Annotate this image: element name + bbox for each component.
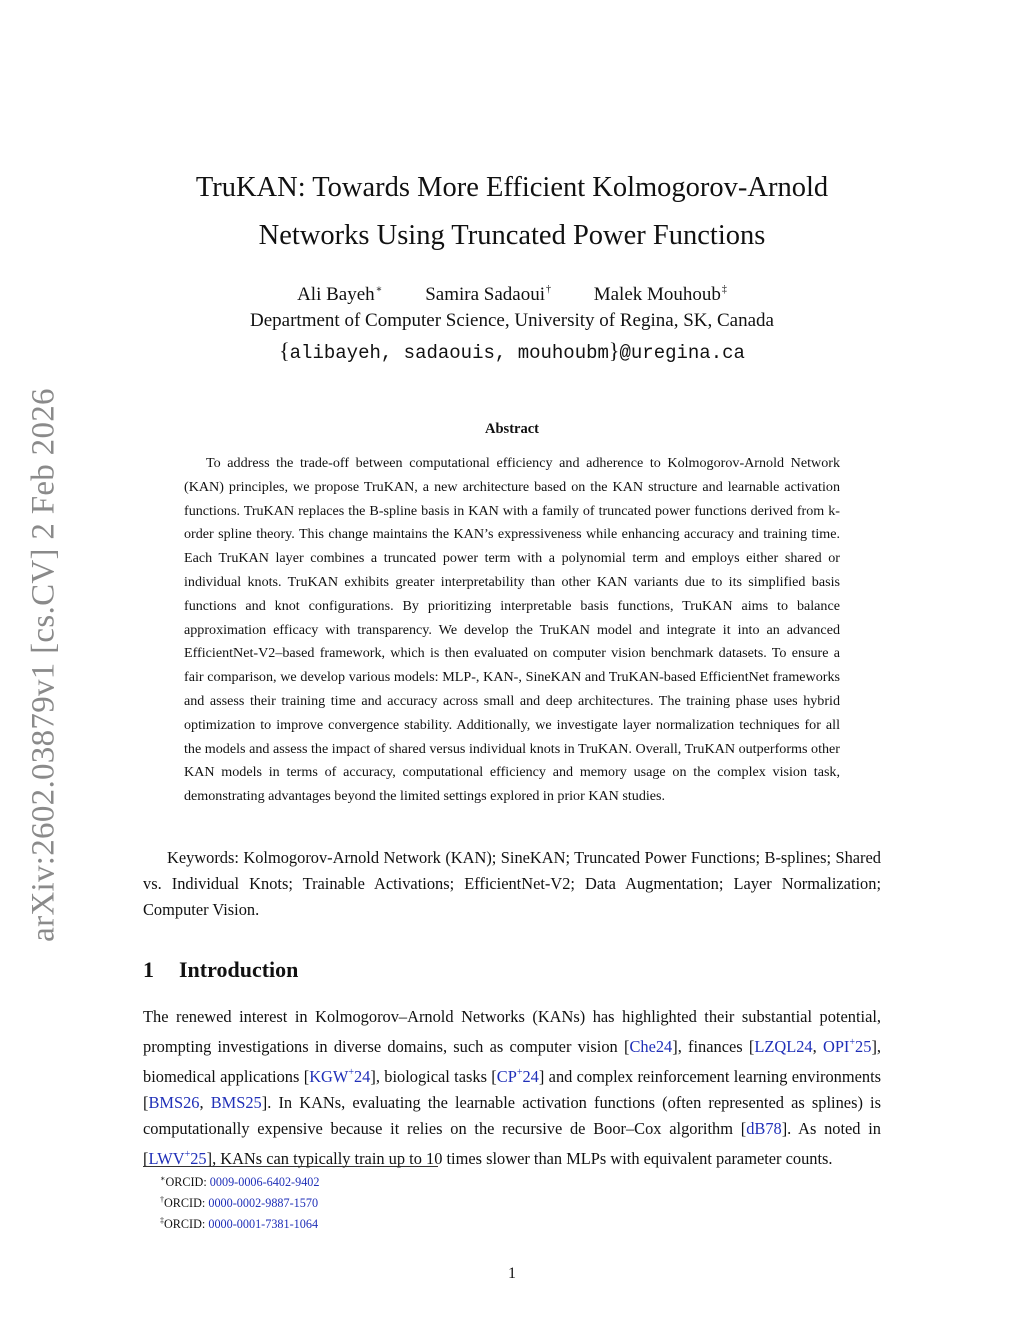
- intro-text: ,: [199, 1093, 211, 1112]
- orcid-link[interactable]: 0000-0001-7381-1064: [208, 1217, 319, 1231]
- intro-text: ], KANs can typically train up to 10 times slower than MLPs with equivalent parameter counts.: [206, 1149, 833, 1168]
- email-users: alibayeh, sadaouis, mouhoubm: [289, 342, 609, 364]
- arxiv-identifier: arXiv:2602.03879v1 [cs.CV] 2 Feb 2026: [25, 388, 62, 942]
- orcid-link[interactable]: 0000-0002-9887-1570: [208, 1196, 319, 1210]
- email-close-brace: }: [608, 338, 620, 363]
- citation-plus: +: [348, 1067, 354, 1078]
- citation-link[interactable]: LZQL24: [754, 1037, 813, 1056]
- citation-link[interactable]: BMS26: [148, 1093, 200, 1112]
- author-2: [425, 277, 551, 308]
- footnote-mark: †: [160, 1195, 164, 1204]
- section-title: Introduction: [179, 957, 299, 982]
- introduction-paragraph: [143, 1004, 881, 1172]
- title-line-1: TruKAN: Towards More Efficient Kolmogorov-Arnold: [195, 172, 829, 203]
- citation-plus: +: [184, 1149, 191, 1160]
- citation-link[interactable]: [823, 1037, 871, 1056]
- email-domain: @uregina.ca: [619, 342, 745, 364]
- footnote-2: [160, 1191, 319, 1212]
- intro-text: ], biological tasks [: [370, 1067, 497, 1086]
- citation-key: KGW: [309, 1067, 349, 1086]
- footnote-mark: ∗: [160, 1174, 166, 1183]
- citation-plus: +: [516, 1067, 523, 1078]
- title-line-2: Networks Using Truncated Power Functions: [258, 220, 766, 251]
- orcid-link[interactable]: 0009-0006-6402-9402: [209, 1175, 320, 1189]
- footnotes: [160, 1170, 319, 1233]
- citation-link[interactable]: BMS25: [210, 1093, 262, 1112]
- footnote-divider: [143, 1166, 438, 1167]
- author-name: Samira Sadaoui: [425, 284, 545, 305]
- keywords: Keywords: Kolmogorov-Arnold Network (KAN); SineKAN; Truncated Power Functions; B-splines; Shared vs. Individual Knots; Trainable Activations; EfficientNet-V2; Data Augmentation; Layer Normalization; Computer Vision.: [143, 848, 881, 919]
- email-open-brace: {: [279, 338, 290, 363]
- intro-text: ,: [812, 1037, 823, 1056]
- section-heading-introduction: [143, 957, 298, 983]
- section-number: 1: [143, 957, 154, 982]
- footnote-label: ORCID:: [164, 1196, 209, 1210]
- intro-text: The renewed interest in Kolmogorov–Arnold Networks (KANs) has highlighted their substantial potential, prompting investigations in diverse domains, such as computer vision [: [143, 1007, 881, 1056]
- abstract-heading: Abstract: [485, 421, 539, 437]
- page-number: 1: [508, 1265, 516, 1282]
- footnote-mark: ‡: [160, 1216, 164, 1225]
- author-footnote-mark: ∗: [375, 284, 383, 295]
- citation-key: LWV: [148, 1149, 185, 1168]
- citation-year: 24: [353, 1067, 371, 1086]
- citation-key: OPI: [822, 1037, 850, 1056]
- paper-title: [143, 164, 881, 260]
- author-name: Ali Bayeh: [297, 284, 375, 305]
- author-footnote-mark: ‡: [721, 284, 727, 295]
- author-3: [594, 277, 727, 308]
- intro-text: ]. As noted in [: [143, 1119, 881, 1168]
- author-emails: [143, 338, 881, 366]
- citation-year: 25: [855, 1037, 872, 1056]
- footnote-1: [160, 1170, 319, 1191]
- citation-link[interactable]: dB78: [746, 1119, 782, 1138]
- footnote-label: ORCID:: [164, 1217, 209, 1231]
- citation-link[interactable]: [497, 1067, 539, 1086]
- citation-link[interactable]: [309, 1067, 370, 1086]
- citation-key: CP: [496, 1067, 517, 1086]
- intro-text: ]. In KANs, evaluating the learnable activation functions (often represented as splines) is computationally expensive because it relies on the recursive de Boor–Cox algorithm [: [143, 1093, 881, 1138]
- affiliation: Department of Computer Science, University of Regina, SK, Canada: [250, 310, 774, 331]
- intro-text: ], biomedical applications [: [143, 1037, 881, 1086]
- intro-text: ], finances [: [672, 1037, 755, 1056]
- intro-text: ] and complex reinforcement learning environments [: [143, 1067, 881, 1112]
- author-footnote-mark: †: [545, 284, 551, 295]
- citation-year: 24: [522, 1067, 539, 1086]
- author-list: [143, 277, 881, 308]
- author-name: Malek Mouhoub: [593, 284, 721, 305]
- footnote-3: [160, 1212, 319, 1233]
- citation-year: 25: [190, 1149, 207, 1168]
- author-1: [297, 277, 382, 308]
- footnote-label: ORCID:: [165, 1175, 210, 1189]
- citation-link[interactable]: Che24: [629, 1037, 673, 1056]
- abstract-text: To address the trade-off between computational efficiency and adherence to Kolmogorov-Arnold Network (KAN) principles, we propose TruKAN, a new architecture based on the KAN structure and learnable activation functions. TruKAN replaces the B-spline basis in KAN with a family of truncated power functions derived from k-order spline theory. This change maintains the KAN’s expressiveness while enhancing accuracy and training time. Each TruKAN layer combines a truncated power term with a polynomial term and employs either shared or individual knots. TruKAN exhibits greater interpretability than other KAN variants due to its simplified basis functions and knot configurations. By prioritizing interpretable basis functions, TruKAN aims to balance approximation efficacy with transparency. We develop the TruKAN model and integrate it into an advanced EfficientNet-V2–based framework, which is then evaluated on computer vision benchmark datasets. To ensure a fair comparison, we develop various models: MLP-, KAN-, SineKAN and TruKAN-based EfficientNet frameworks and assess their training time and accuracy across small and deep architectures. The training phase uses hybrid optimization to improve convergence stability. Additionally, we investigate layer normalization techniques for all the models and assess the impact of shared versus individual knots in TruKAN. Overall, TruKAN outperforms other KAN models in terms of accuracy, computational efficiency and memory usage on the complex vision task, demonstrating advantages beyond the limited settings explored in prior KAN studies.: [184, 455, 840, 805]
- citation-plus: +: [849, 1037, 856, 1048]
